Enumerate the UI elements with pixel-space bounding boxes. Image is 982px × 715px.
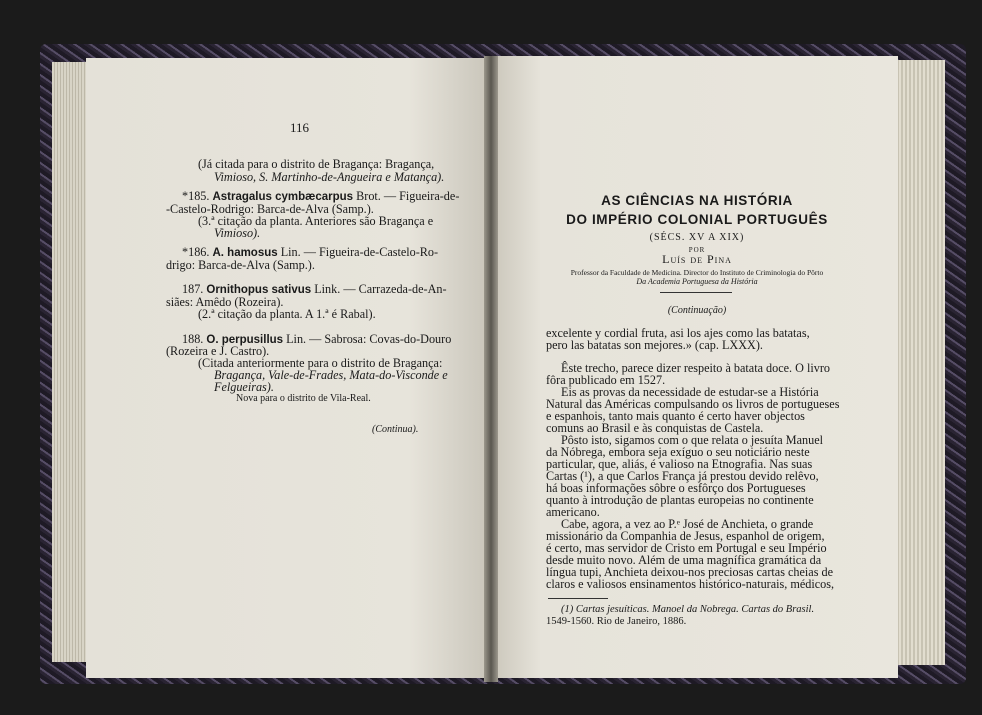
text-line: -Castelo-Rodrigo: Barca-de-Alva (Samp.). xyxy=(166,202,374,216)
page-number: 116 xyxy=(290,120,310,135)
species-name: A. hamosus xyxy=(212,247,278,259)
entry-number: 187. xyxy=(182,282,204,296)
footnote: (1) Cartas jesuíticas. Manoel da Nobrega. Cartas do Brasil. xyxy=(561,604,815,615)
text-line: Vimioso). xyxy=(214,226,261,240)
footnote-rule xyxy=(548,598,608,599)
body-line: americano. xyxy=(546,505,600,519)
body-line: Eis as provas da necessidade de estudar-se a História xyxy=(561,385,819,399)
body-line: fôra publicado em 1527. xyxy=(546,373,666,387)
entry-text: Link. — Carrazeda-de-An- xyxy=(314,282,447,296)
author-affiliation: Da Academia Portuguesa da História xyxy=(636,277,758,286)
text-line: (Citada anteriormente para o distrito de Bragança: xyxy=(198,356,443,370)
body-line: missionário da Companhia de Jesus, espanhol de origem, xyxy=(546,529,825,543)
continuation-label: (Continuação) xyxy=(667,305,727,316)
body-line: excelente y cordial fruta, asi los ajes como las batatas, xyxy=(546,326,810,340)
text-line: Bragança, Vale-de-Frades, Mata-do-Visconde e xyxy=(214,368,448,382)
right-page-edges xyxy=(893,60,945,665)
book-gutter xyxy=(484,56,498,682)
footnote: 1549-1560. Rio de Janeiro, 1886. xyxy=(546,616,687,627)
entry-number: 188. xyxy=(182,332,204,346)
body-line: Cabe, agora, a vez ao P.ᵉ José de Anchieta, o grande xyxy=(561,517,814,531)
text-line: drigo: Barca-de-Alva (Samp.). xyxy=(166,258,315,272)
entry-text: Lin. — Sabrosa: Covas-do-Douro xyxy=(286,332,452,346)
body-line: pero las batatas son mejores.» (cap. LXXX). xyxy=(546,338,763,352)
body-line: da Nóbrega, embora seja exíguo o seu noticiário neste xyxy=(546,445,810,459)
body-line: claros e valiosos ensinamentos histórico-naturais, médicos, xyxy=(546,577,835,591)
body-line: Natural das Américas compulsando os livros de portugueses xyxy=(546,397,840,411)
entry-number: *185. xyxy=(182,189,210,203)
author-affiliation: Professor da Faculdade de Medicina. Director do Instituto de Criminologia do Pôrto xyxy=(570,268,824,277)
body-line: há boas informações sôbre o esfôrço dos Portugueses xyxy=(546,481,806,495)
article-title: AS CIÊNCIAS NA HISTÓRIA xyxy=(601,193,793,208)
body-line: língua tupi, Anchieta deixou-nos preciosas cartas cheias de xyxy=(546,565,833,579)
body-line: Êste trecho, parece dizer respeito à batata doce. O livro xyxy=(561,361,831,375)
text-line: (2.ª citação da planta. A 1.ª é Rabal). xyxy=(198,307,376,321)
body-line: Cartas (¹), a que Carlos França já prestou devido relêvo, xyxy=(546,469,819,483)
body-line: particular, que, aliás, é valioso na Etnografia. Nas suas xyxy=(546,457,813,471)
species-name: O. perpusillus xyxy=(206,334,284,346)
entry-text: Brot. — Figueira-de- xyxy=(356,189,460,203)
body-line: e espanhois, tanto mais quanto é certo haver objectos xyxy=(546,409,805,423)
text-line: (Já citada para o distrito de Bragança: Bragança, xyxy=(198,157,435,171)
entry-number: *186. xyxy=(182,245,210,259)
species-name: Astragalus cymbæcarpus xyxy=(212,191,354,203)
text-line: (3.ª citação da planta. Anteriores são Bragança e xyxy=(198,214,434,228)
body-line: comuns ao Brasil e às conquistas de Castela. xyxy=(546,421,764,435)
body-line: é certo, mas servidor de Cristo em Portugal e seu Império xyxy=(546,541,827,555)
entry-text: Lin. — Figueira-de-Castelo-Ro- xyxy=(280,245,439,259)
author-name: Luís de Pina xyxy=(662,252,732,266)
species-name: Ornithopus sativus xyxy=(206,284,312,296)
separator-rule xyxy=(660,292,732,293)
article-subtitle: (SÉCS. XV A XIX) xyxy=(649,232,745,243)
text-line: siães: Amêdo (Rozeira). xyxy=(166,295,284,309)
body-line: Pôsto isto, sigamos com o que relata o jesuíta Manuel xyxy=(561,433,823,447)
continua-note: (Continua). xyxy=(372,424,419,435)
text-line: Vimioso, S. Martinho-de-Angueira e Matança). xyxy=(214,170,445,184)
article-title: DO IMPÉRIO COLONIAL PORTUGUÊS xyxy=(566,212,828,227)
by-label: POR xyxy=(688,246,706,254)
text-line: Nova para o distrito de Vila-Real. xyxy=(236,393,371,404)
text-line: (Rozeira e J. Castro). xyxy=(166,344,270,358)
text-line: Felgueiras). xyxy=(214,380,274,394)
body-line: desde muito novo. Além de uma magnífica gramática da xyxy=(546,553,822,567)
body-line: quanto à introdução de plantas europeias no continente xyxy=(546,493,814,507)
